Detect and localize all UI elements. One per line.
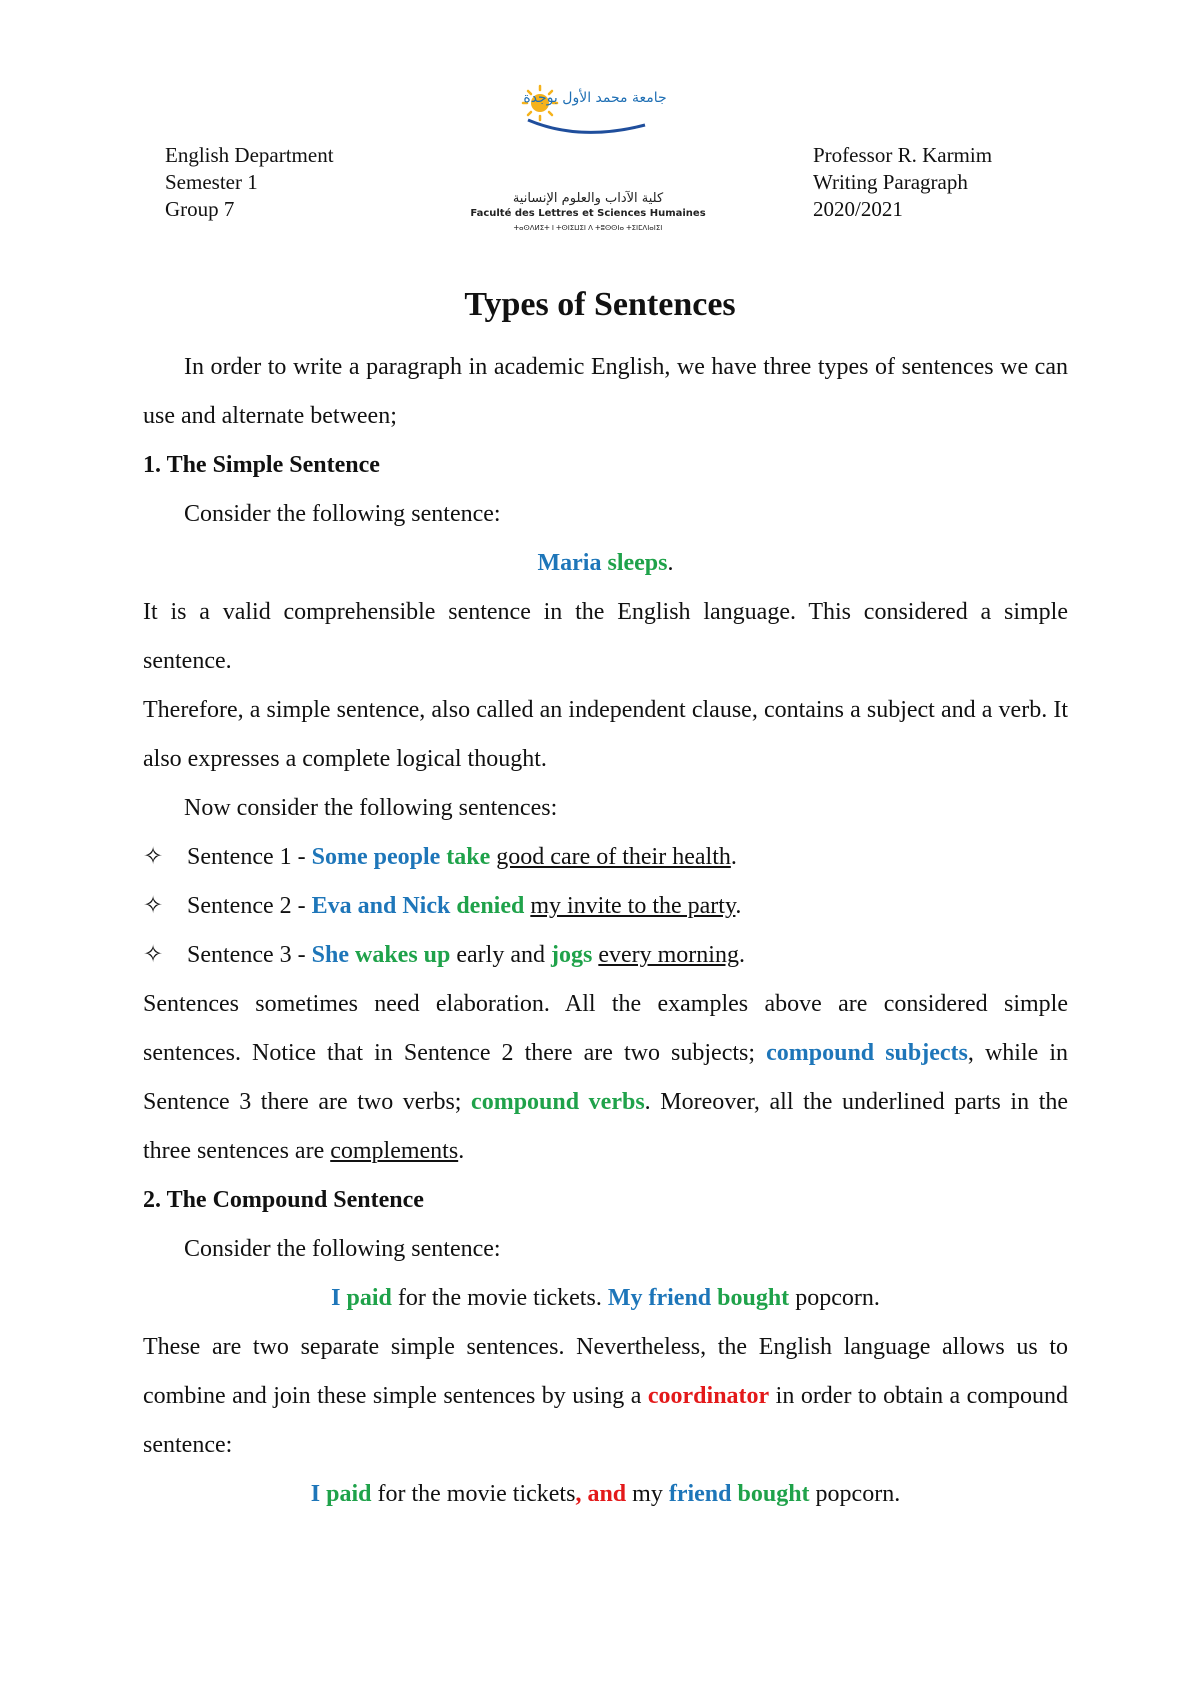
section2-example-1: I paid for the movie tickets. My friend bought popcorn. <box>331 1285 880 1311</box>
section1-para1: It is a valid comprehensible sentence in the English language. This considered a simple sentence. <box>143 599 1068 674</box>
header-left <box>165 142 334 223</box>
section1-para3: Sentences sometimes need elaboration. All the examples above are considered simple sentences. Notice that in Sentence 2 there are two subjects; compound subjects, while in Sentence 3 there are two verbs; compound verbs. Moreover, all the underlined parts in the three sentences are complements. <box>143 991 1069 1164</box>
list-item-sentence-3: ✧ Sentence 3 - She wakes up early and jogs every morning. <box>143 931 1068 980</box>
section1-heading: 1. The Simple Sentence <box>143 452 380 478</box>
semester: Semester 1 <box>165 170 258 194</box>
section1-consider2: Now consider the following sentences: <box>184 795 558 821</box>
example-verb: sleeps <box>607 550 668 576</box>
logo-arabic-name: جامعة محمد الأول بوجدة <box>523 90 667 106</box>
document-body <box>143 343 1068 1519</box>
section1-consider: Consider the following sentence: <box>184 501 501 527</box>
course: Writing Paragraph <box>813 170 968 194</box>
logo-french-faculty: Faculté des Lettres et Sciences Humaines <box>470 208 706 219</box>
academic-year: 2020/2021 <box>813 197 903 221</box>
section2-para1: These are two separate simple sentences. Nevertheless, the English language allows us to combine and join these simple sentences by using a coordinator in order to obtain a compound sentence: <box>143 1334 1068 1458</box>
section2-example-2: I paid for the movie tickets, and my friend bought popcorn. <box>310 1481 901 1507</box>
group: Group 7 <box>165 197 235 221</box>
example-subject: Maria <box>537 550 602 576</box>
section1-example: Maria sleeps. <box>537 550 674 576</box>
page-title: Types of Sentences <box>464 286 736 323</box>
header-right <box>813 142 992 223</box>
professor: Professor R. Karmim <box>813 143 993 167</box>
section1-para2: Therefore, a simple sentence, also called an independent clause, contains a subject and a verb. It also expresses a complete logical thought. <box>143 697 1068 772</box>
star-bullet-icon: ✧ <box>143 844 164 870</box>
section2-heading: 2. The Compound Sentence <box>143 1187 424 1213</box>
section2-consider: Consider the following sentence: <box>184 1236 501 1262</box>
intro-paragraph: In order to write a paragraph in academic English, we have three types of sentences we can use and alternate between; <box>143 354 1068 429</box>
logo-arabic-faculty: كلية الآداب والعلوم الإنسانية <box>512 191 664 206</box>
university-logo <box>470 80 720 240</box>
department: English Department <box>165 143 334 167</box>
star-bullet-icon: ✧ <box>143 942 164 968</box>
list-item-sentence-1: ✧ Sentence 1 - Some people take good care of their health. <box>143 833 1068 882</box>
list-item-sentence-2: ✧ Sentence 2 - Eva and Nick denied my invite to the party. <box>143 882 1068 931</box>
star-bullet-icon: ✧ <box>143 893 164 919</box>
logo-tifinagh-faculty: ⵜⴰⵙⴷⵍⵉⵜ ⵏ ⵜⵙⵏⵉⵡⵉⵏ ⴷ ⵜⵓⵙⵙⵏⴰ ⵜⵉⵏⵎⴷⵏⴰⵏⵉⵏ <box>513 224 663 232</box>
